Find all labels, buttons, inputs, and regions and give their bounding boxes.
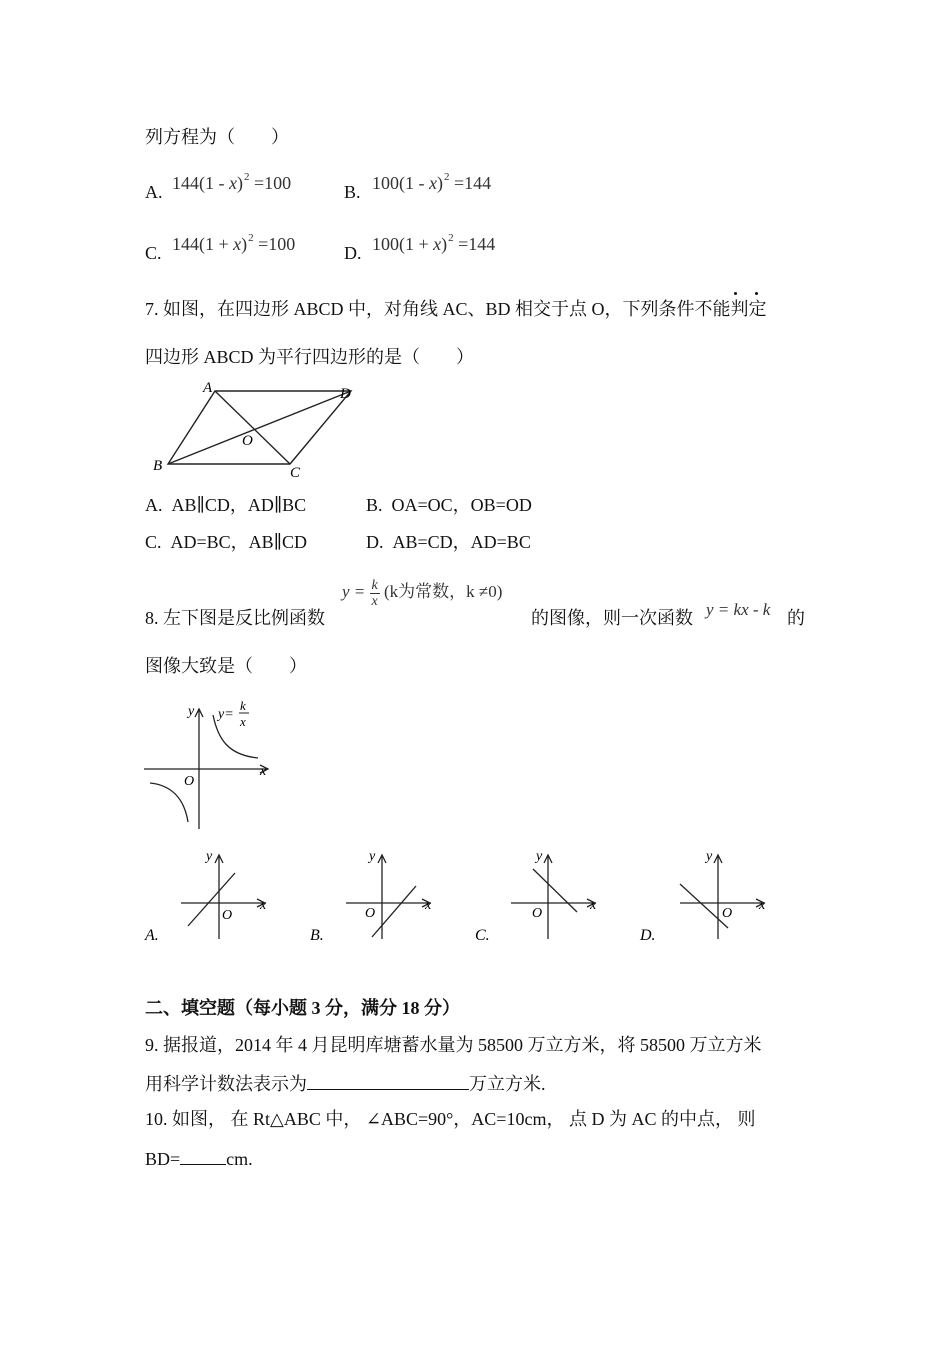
vertex-c-label: C <box>290 465 301 481</box>
q6-option-d-label: D. <box>344 243 362 263</box>
option-b-y-label: y <box>369 849 376 864</box>
q8-option-c-graph <box>475 845 625 945</box>
center-o-label: O <box>242 433 253 449</box>
q7-option-b: B. OA=OC，OB=OD <box>366 495 532 515</box>
option-d-label: D. <box>640 927 656 944</box>
q8-stem-prefix: 8. 左下图是反比例函数 <box>145 608 325 628</box>
option-c-origin-label: O <box>532 906 543 921</box>
emphasis-dot <box>755 292 758 295</box>
q6-option-b-formula: 100(1 - x)$^2$ =144 <box>372 171 492 193</box>
option-b-origin-label: O <box>365 906 376 921</box>
q9-stem-line1: 9. 据报道，2014 年 4 月昆明库塘蓄水量为 58500 万立方米，将 58500 万立方米 <box>145 1035 762 1055</box>
vertex-a-label: A <box>203 380 213 396</box>
q8-stem-line2: 图像大致是（ ） <box>145 656 307 676</box>
q7-option-a: A. AB∥CD，AD∥BC <box>145 495 307 515</box>
q7-stem-line1: 7. 如图，在四边形 ABCD 中，对角线 AC、BD 相交于点 O，下列条件不能判定 <box>145 299 767 319</box>
q6-option-d-formula: $100(1 + x)^2 =144$ <box>372 232 496 254</box>
q10-answer-blank[interactable] <box>180 1146 226 1165</box>
q6-option-a-label: A. <box>145 182 163 202</box>
emphasis-dot <box>734 292 737 295</box>
option-c-y-label: y <box>536 849 543 864</box>
main-x-label: x <box>260 764 267 779</box>
line-graph <box>372 886 416 937</box>
q8-inverse-graph <box>140 695 280 835</box>
q8-option-b-graph <box>310 845 460 945</box>
q7-parallelogram-figure <box>145 378 365 481</box>
q8-stem-suffix: 的 <box>787 608 805 628</box>
option-c-x-label: x <box>590 898 597 913</box>
q9-answer-blank[interactable] <box>307 1071 469 1090</box>
diagonal-ac <box>215 391 290 464</box>
q6-option-b-label: B. <box>344 182 361 202</box>
q9-stem-line2: 用科学计数法表示为 万立方米. <box>145 1071 546 1095</box>
q6-option-a-formula: 144(1 - x)$^2$ =100 <box>172 171 292 193</box>
q7-option-c: C. AD=BC，AB∥CD <box>145 532 308 552</box>
curve-x-label: x <box>240 714 246 729</box>
option-c-label: C. <box>475 927 490 944</box>
option-b-label: B. <box>310 927 324 944</box>
q6-option-c-label: C. <box>145 243 162 263</box>
fraction-k-over-x: $\frac{k}{x}$ <box>371 577 378 609</box>
q7-option-d: D. AB=CD，AD=BC <box>366 532 531 552</box>
vertex-d-label: D <box>340 386 351 402</box>
line-graph <box>680 884 728 928</box>
option-a-x-label: x <box>260 898 267 913</box>
main-y-label: y <box>188 704 195 719</box>
option-d-y-label: y <box>706 849 713 864</box>
q8-inverse-function: y = $\frac{k}{x}$ (k为常数，k ≠0) <box>342 577 503 609</box>
main-origin-label: O <box>184 774 195 789</box>
option-d-origin-label: O <box>722 906 733 921</box>
option-a-label: A. <box>145 927 159 944</box>
q8-stem-mid: 的图像，则一次函数 <box>531 608 693 628</box>
curve-y-label: y= <box>218 707 234 722</box>
option-a-y-label: y <box>206 849 213 864</box>
option-b-x-label: x <box>425 898 432 913</box>
curve-k-label: k <box>240 698 246 713</box>
option-d-x-label: x <box>759 898 766 913</box>
vertex-b-label: B <box>153 458 163 474</box>
q8-linear-function: y = kx - k <box>706 600 771 619</box>
curve-third-quadrant <box>150 783 188 822</box>
q7-stem-line2: 四边形 ABCD 为平行四边形的是（ ） <box>145 347 475 367</box>
q10-stem-line2: BD= cm. <box>145 1146 253 1170</box>
q8-option-a-graph <box>145 845 295 945</box>
option-a-origin-label: O <box>222 908 233 923</box>
q6-stem-tail: 列方程为（ ） <box>145 127 289 147</box>
q10-stem-line1: 10. 如图， 在 Rt△ABC 中， ∠ABC=90°，AC=10cm， 点 D 为 AC 的中点， 则 <box>145 1109 756 1129</box>
diagonal-bd <box>168 391 351 464</box>
q6-option-c-formula: $144(1 + x)^2 =100$ <box>172 232 296 254</box>
q8-option-d-graph <box>640 845 790 945</box>
section2-heading: 二、填空题（每小题 3 分，满分 18 分） <box>145 998 460 1018</box>
